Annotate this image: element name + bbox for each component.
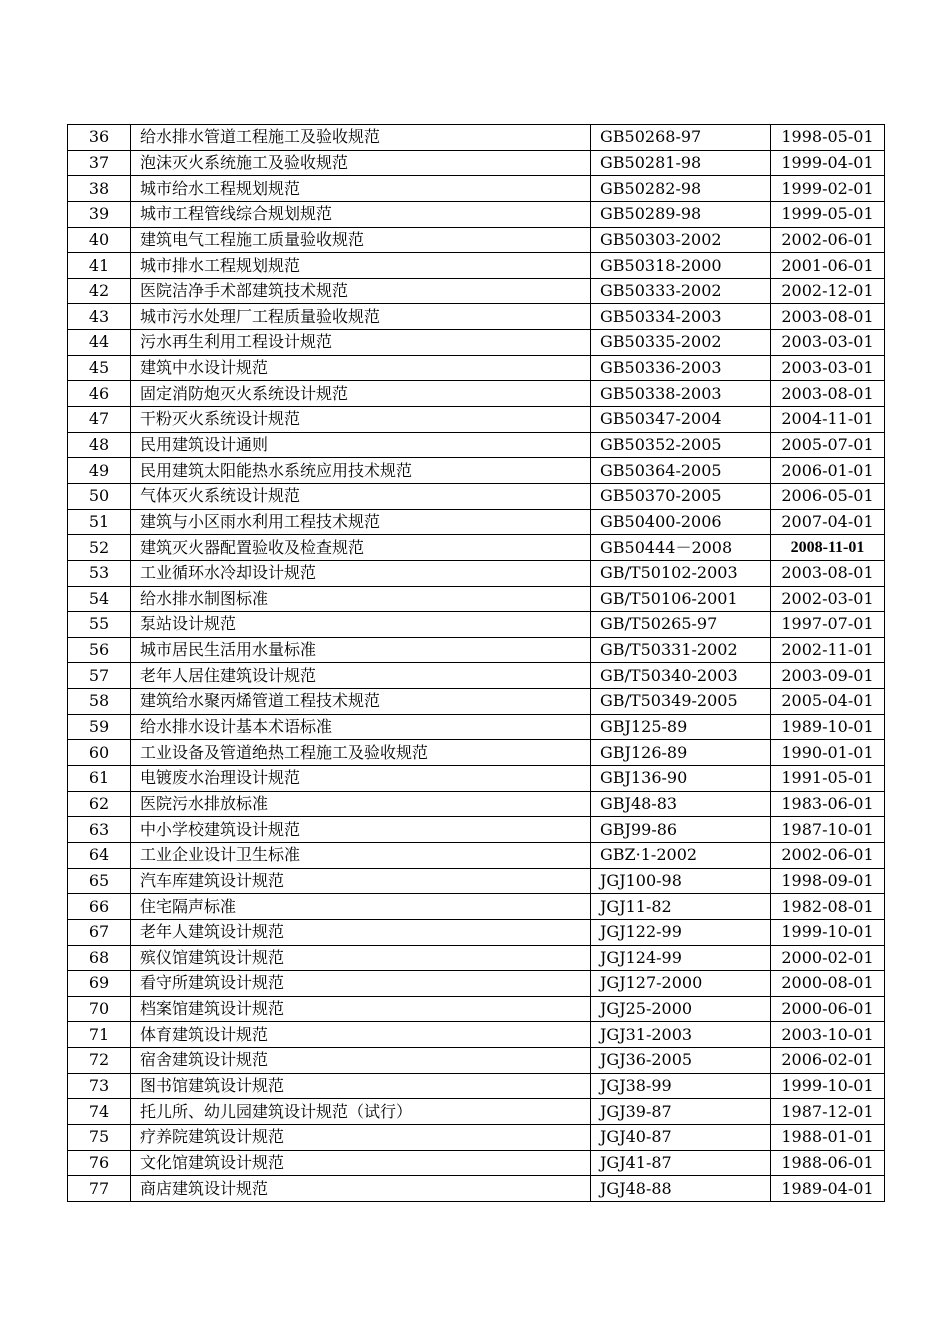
standard-code: JGJ48-88 [591,1176,771,1202]
effective-date: 2005-07-01 [771,432,885,458]
table-row [68,766,885,792]
table-row [68,637,885,663]
row-number: 43 [68,304,131,330]
table-row [68,1124,885,1150]
row-number: 69 [68,971,131,997]
table-row [68,330,885,356]
standard-code: GB50347-2004 [591,407,771,433]
effective-date: 1982-08-01 [771,894,885,920]
row-number: 40 [68,227,131,253]
standard-code: GBJ125-89 [591,714,771,740]
standard-name: 疗养院建筑设计规范 [131,1124,591,1150]
standard-code: GB50289-98 [591,201,771,227]
effective-date: 2003-08-01 [771,304,885,330]
effective-date: 2005-04-01 [771,689,885,715]
standard-code: GB50303-2002 [591,227,771,253]
standard-name: 建筑灭火器配置验收及检查规范 [131,535,591,561]
row-number: 56 [68,637,131,663]
standard-code: JGJ36-2005 [591,1048,771,1074]
standard-code: GB50335-2002 [591,330,771,356]
standard-code: GBJ136-90 [591,766,771,792]
standard-name: 泡沫灭火系统施工及验收规范 [131,150,591,176]
table-row [68,458,885,484]
effective-date: 1990-01-01 [771,740,885,766]
table-row [68,381,885,407]
table-row [68,945,885,971]
table-row [68,817,885,843]
standard-code: GB/T50331-2002 [591,637,771,663]
standard-code: JGJ11-82 [591,894,771,920]
effective-date: 2003-09-01 [771,663,885,689]
standards-table [67,124,885,1202]
standard-name: 泵站设计规范 [131,612,591,638]
standard-name: 电镀废水治理设计规范 [131,766,591,792]
effective-date: 2002-12-01 [771,278,885,304]
table-row [68,689,885,715]
standard-code: GB50370-2005 [591,483,771,509]
standard-name: 城市排水工程规划规范 [131,253,591,279]
table-row [68,253,885,279]
row-number: 71 [68,1022,131,1048]
table-row [68,278,885,304]
effective-date: 2004-11-01 [771,407,885,433]
effective-date: 2003-10-01 [771,1022,885,1048]
standard-code: GBJ126-89 [591,740,771,766]
row-number: 59 [68,714,131,740]
table-row [68,560,885,586]
standard-name: 民用建筑太阳能热水系统应用技术规范 [131,458,591,484]
table-row [68,150,885,176]
standard-code: GBJ99-86 [591,817,771,843]
row-number: 46 [68,381,131,407]
standard-code: GB50318-2000 [591,253,771,279]
effective-date: 2006-05-01 [771,483,885,509]
effective-date: 2006-02-01 [771,1048,885,1074]
row-number: 57 [68,663,131,689]
effective-date: 1998-09-01 [771,868,885,894]
table-row [68,894,885,920]
standard-name: 汽车库建筑设计规范 [131,868,591,894]
effective-date: 2002-06-01 [771,227,885,253]
standard-code: GB50444－2008 [591,535,771,561]
row-number: 44 [68,330,131,356]
row-number: 47 [68,407,131,433]
standard-code: GB50333-2002 [591,278,771,304]
standard-code: GB/T50349-2005 [591,689,771,715]
standard-code: GB/T50340-2003 [591,663,771,689]
effective-date: 1999-05-01 [771,201,885,227]
effective-date: 2000-02-01 [771,945,885,971]
row-number: 50 [68,483,131,509]
standard-name: 工业循环水冷却设计规范 [131,560,591,586]
standard-code: GB50364-2005 [591,458,771,484]
standard-name: 医院洁净手术部建筑技术规范 [131,278,591,304]
table-row [68,407,885,433]
table-row [68,1150,885,1176]
standard-name: 建筑中水设计规范 [131,355,591,381]
row-number: 74 [68,1099,131,1125]
effective-date: 1999-04-01 [771,150,885,176]
row-number: 55 [68,612,131,638]
table-row [68,1048,885,1074]
row-number: 66 [68,894,131,920]
standard-name: 建筑电气工程施工质量验收规范 [131,227,591,253]
table-row [68,663,885,689]
effective-date: 1989-04-01 [771,1176,885,1202]
effective-date: 1999-10-01 [771,919,885,945]
table-row [68,842,885,868]
effective-date: 2003-08-01 [771,560,885,586]
effective-date: 2002-03-01 [771,586,885,612]
standard-name: 老年人建筑设计规范 [131,919,591,945]
row-number: 65 [68,868,131,894]
standard-code: GB50268-97 [591,125,771,151]
row-number: 72 [68,1048,131,1074]
table-row [68,535,885,561]
standard-code: GB50352-2005 [591,432,771,458]
row-number: 49 [68,458,131,484]
table-row [68,868,885,894]
standard-name: 图书馆建筑设计规范 [131,1073,591,1099]
row-number: 58 [68,689,131,715]
standard-code: JGJ40-87 [591,1124,771,1150]
standard-code: JGJ31-2003 [591,1022,771,1048]
standard-code: JGJ127-2000 [591,971,771,997]
standard-name: 固定消防炮灭火系统设计规范 [131,381,591,407]
standard-code: JGJ38-99 [591,1073,771,1099]
effective-date: 2002-11-01 [771,637,885,663]
standard-name: 城市给水工程规划规范 [131,176,591,202]
standard-code: GB50400-2006 [591,509,771,535]
effective-date: 1987-12-01 [771,1099,885,1125]
standard-name: 给水排水管道工程施工及验收规范 [131,125,591,151]
table-row [68,996,885,1022]
standard-code: GBZ·1-2002 [591,842,771,868]
standard-name: 体育建筑设计规范 [131,1022,591,1048]
table-row [68,125,885,151]
row-number: 39 [68,201,131,227]
standard-code: JGJ124-99 [591,945,771,971]
effective-date: 1988-01-01 [771,1124,885,1150]
standard-name: 托儿所、幼儿园建筑设计规范（试行） [131,1099,591,1125]
row-number: 54 [68,586,131,612]
standard-name: 建筑与小区雨水利用工程技术规范 [131,509,591,535]
standard-code: JGJ25-2000 [591,996,771,1022]
table-row [68,355,885,381]
effective-date: 2000-08-01 [771,971,885,997]
row-number: 61 [68,766,131,792]
standard-name: 建筑给水聚丙烯管道工程技术规范 [131,689,591,715]
table-row [68,714,885,740]
standard-name: 宿舍建筑设计规范 [131,1048,591,1074]
effective-date: 1989-10-01 [771,714,885,740]
standard-name: 看守所建筑设计规范 [131,971,591,997]
row-number: 75 [68,1124,131,1150]
table-row [68,1073,885,1099]
table-row [68,740,885,766]
effective-date: 2006-01-01 [771,458,885,484]
standard-code: GBJ48-83 [591,791,771,817]
standard-code: GB50281-98 [591,150,771,176]
table-row [68,304,885,330]
standard-name: 气体灭火系统设计规范 [131,483,591,509]
table-row [68,1099,885,1125]
table-row [68,971,885,997]
row-number: 42 [68,278,131,304]
row-number: 62 [68,791,131,817]
table-row [68,612,885,638]
effective-date: 2001-06-01 [771,253,885,279]
effective-date: 2007-04-01 [771,509,885,535]
row-number: 38 [68,176,131,202]
standard-code: GB/T50265-97 [591,612,771,638]
table-row [68,176,885,202]
row-number: 52 [68,535,131,561]
standard-name: 工业设备及管道绝热工程施工及验收规范 [131,740,591,766]
row-number: 63 [68,817,131,843]
effective-date: 1988-06-01 [771,1150,885,1176]
row-number: 41 [68,253,131,279]
row-number: 68 [68,945,131,971]
effective-date: 1987-10-01 [771,817,885,843]
standard-name: 干粉灭火系统设计规范 [131,407,591,433]
standards-table-body [68,125,885,1202]
standard-name: 殡仪馆建筑设计规范 [131,945,591,971]
effective-date: 2002-06-01 [771,842,885,868]
standard-code: GB50338-2003 [591,381,771,407]
effective-date: 2003-03-01 [771,355,885,381]
standard-code: GB50282-98 [591,176,771,202]
standard-code: GB/T50106-2001 [591,586,771,612]
row-number: 51 [68,509,131,535]
row-number: 53 [68,560,131,586]
standard-name: 民用建筑设计通则 [131,432,591,458]
table-row [68,919,885,945]
row-number: 76 [68,1150,131,1176]
table-row [68,201,885,227]
standard-code: JGJ122-99 [591,919,771,945]
row-number: 77 [68,1176,131,1202]
effective-date: 1999-10-01 [771,1073,885,1099]
row-number: 70 [68,996,131,1022]
effective-date: 1999-02-01 [771,176,885,202]
row-number: 45 [68,355,131,381]
table-row [68,227,885,253]
effective-date: 1998-05-01 [771,125,885,151]
effective-date: 1991-05-01 [771,766,885,792]
standard-name: 给水排水设计基本术语标准 [131,714,591,740]
row-number: 60 [68,740,131,766]
standard-name: 住宅隔声标准 [131,894,591,920]
row-number: 73 [68,1073,131,1099]
effective-date: 2008-11-01 [771,535,885,561]
row-number: 67 [68,919,131,945]
standard-code: GB50336-2003 [591,355,771,381]
standard-name: 给水排水制图标准 [131,586,591,612]
row-number: 36 [68,125,131,151]
effective-date: 2003-03-01 [771,330,885,356]
standard-name: 污水再生利用工程设计规范 [131,330,591,356]
row-number: 37 [68,150,131,176]
standard-code: JGJ39-87 [591,1099,771,1125]
table-row [68,1176,885,1202]
standard-name: 老年人居住建筑设计规范 [131,663,591,689]
table-row [68,586,885,612]
standard-code: JGJ100-98 [591,868,771,894]
standard-name: 城市居民生活用水量标准 [131,637,591,663]
row-number: 64 [68,842,131,868]
table-row [68,509,885,535]
effective-date: 2000-06-01 [771,996,885,1022]
table-row [68,791,885,817]
effective-date: 1983-06-01 [771,791,885,817]
standard-name: 城市工程管线综合规划规范 [131,201,591,227]
standard-name: 档案馆建筑设计规范 [131,996,591,1022]
standard-code: GB/T50102-2003 [591,560,771,586]
effective-date: 2003-08-01 [771,381,885,407]
row-number: 48 [68,432,131,458]
standard-name: 工业企业设计卫生标准 [131,842,591,868]
standard-name: 商店建筑设计规范 [131,1176,591,1202]
standard-code: JGJ41-87 [591,1150,771,1176]
table-row [68,483,885,509]
effective-date: 1997-07-01 [771,612,885,638]
standard-code: GB50334-2003 [591,304,771,330]
table-row [68,1022,885,1048]
standard-name: 城市污水处理厂工程质量验收规范 [131,304,591,330]
standard-name: 中小学校建筑设计规范 [131,817,591,843]
standard-name: 文化馆建筑设计规范 [131,1150,591,1176]
table-row [68,432,885,458]
standard-name: 医院污水排放标准 [131,791,591,817]
